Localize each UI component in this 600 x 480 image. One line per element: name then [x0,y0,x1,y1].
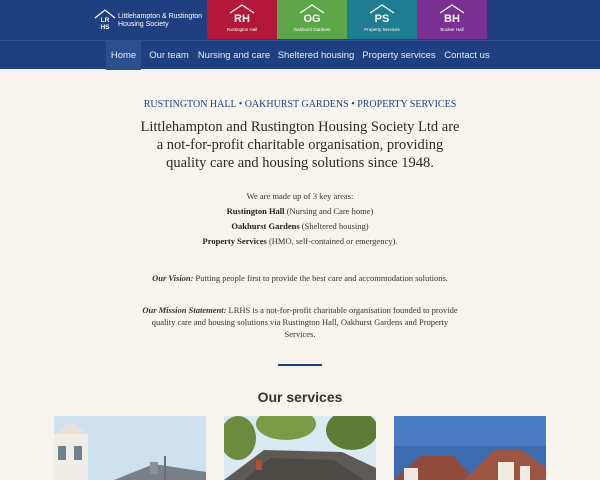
intro-line: a not-for-profit charitable organisation, providing [156,137,444,153]
mission-text: LRHS is a not-for-profit charitable organisation founded to provide quality care and housing solutions via Rustington Hall, Oakhurst Gardens and Property Services. [151,305,458,339]
nav-contact-us[interactable]: Contact us [444,50,490,61]
header-bar [0,0,600,40]
brand-tile-oakhurst-gardens[interactable] [277,0,347,39]
area-item [150,236,450,246]
brand-name: Oakhurst Gardens [293,27,331,32]
building-photo-image [224,416,376,480]
nav-our-team[interactable]: Our team [149,50,189,61]
area-item [150,206,450,216]
nav-home[interactable]: Home [106,41,141,70]
mission-statement [140,304,460,340]
brand-code: RH [234,13,250,25]
brand-tile-booker-hall[interactable] [417,0,487,39]
vision-label: Our Vision: [152,273,194,283]
intro-statement [140,118,460,172]
area-name: Property Services [202,236,267,246]
section-divider [278,364,322,366]
service-photo-oakhurst-gardens[interactable] [224,416,376,480]
site-logo[interactable] [94,9,206,31]
nav-property-services[interactable]: Property services [362,50,436,61]
mission-label: Our Mission Statement: [142,305,227,315]
intro-line: Littlehampton and Rustington Housing Society Ltd are [140,119,460,135]
building-photo-image [54,416,206,480]
logo-house-icon [94,9,116,31]
vision-text: Putting people first to provide the best care and accommodation solutions. [193,273,448,283]
area-desc: (Nursing and Care home) [284,206,374,216]
logo-line2: Housing Society [118,21,169,28]
nav-nursing-and-care[interactable]: Nursing and care [197,50,271,61]
area-name: Oakhurst Gardens [231,221,300,231]
main-nav [0,40,600,69]
logo-text [118,13,202,29]
services-heading: Our services [257,389,343,405]
areas-intro: We are made up of 3 key areas: [246,191,354,201]
vision-statement [140,272,460,284]
brand-tile-property-services[interactable] [347,0,417,39]
logo-mark-top: LR [100,17,110,24]
brand-tile-rustington-hall[interactable] [207,0,277,39]
brand-name: Booker Hall [440,27,464,32]
brand-code: PS [374,13,390,25]
service-photo-rustington-hall[interactable] [54,416,206,480]
logo-mark-bottom: HS [100,24,110,31]
site-tagline: RUSTINGTON HALL • OAKHURST GARDENS • PROPERTY SERVICES [143,99,457,110]
intro-line: quality care and housing solutions since 1948. [166,155,434,171]
building-photo-image [394,416,546,480]
brand-name: Property Services [364,27,400,32]
service-photo-property-services[interactable] [394,416,546,480]
brand-code: BH [444,13,460,25]
area-desc: (HMO, self-contained or emergency). [266,236,398,246]
area-item [150,221,450,231]
area-desc: (Sheltered housing) [299,221,369,231]
nav-sheltered-housing[interactable]: Sheltered housing [277,50,355,61]
area-name: Rustington Hall [226,206,285,216]
logo-line1: Littlehampton & Rustington [118,13,203,20]
brand-code: OG [303,13,321,25]
brand-name: Rustington Hall [226,27,258,32]
